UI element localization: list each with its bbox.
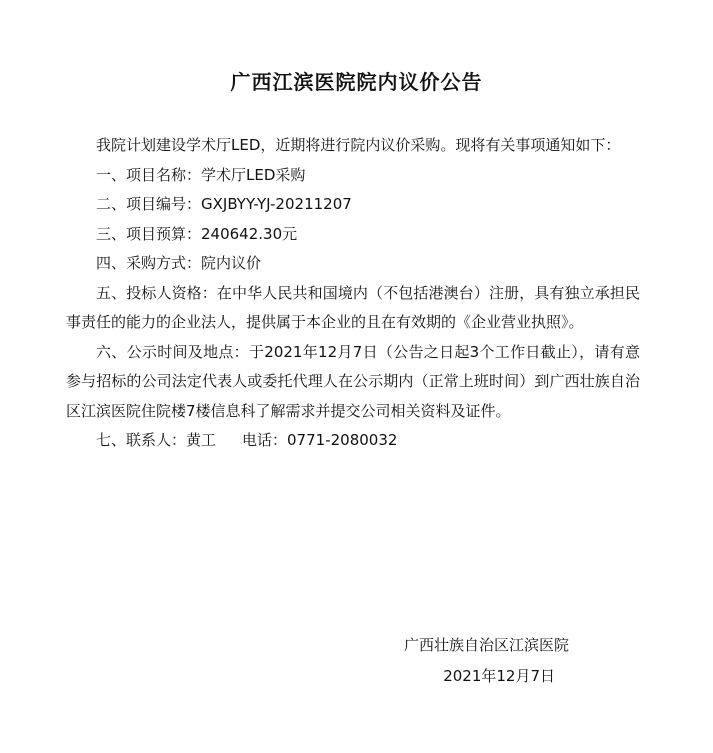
intro-paragraph: 我院计划建设学术厅LED，近期将进行院内议价采购。现将有关事项通知如下： bbox=[96, 136, 621, 154]
document-body bbox=[66, 131, 640, 456]
document-title: 广西江滨医院院内议价公告 bbox=[230, 70, 483, 94]
signature-organization: 广西壮族自治区江滨医院 bbox=[403, 636, 569, 654]
contact-person: 七、联系人：黄工 bbox=[96, 431, 217, 449]
contact-line bbox=[66, 426, 640, 456]
signature-date: 2021年12月7日 bbox=[443, 667, 555, 685]
item-procurement-method: 四、采购方式：院内议价 bbox=[96, 254, 262, 272]
item-bidder-qualification: 五、投标人资格：在中华人民共和国境内（不包括港澳台）注册，具有独立承担民事责任的能力的企业法人，提供属于本企业的且在有效期的《企业营业执照》。 bbox=[66, 283, 640, 331]
item-project-budget: 三、项目预算：240642.30元 bbox=[96, 224, 298, 243]
item-project-name: 一、项目名称：学术厅LED采购 bbox=[96, 165, 306, 184]
contact-phone: 电话：0771-2080032 bbox=[242, 431, 398, 449]
item-project-number: 二、项目编号：GXJBYY-YJ-20211207 bbox=[96, 195, 352, 213]
item-publicity-time-location: 六、公示时间及地点：于2021年12月7日（公告之日起3个工作日截止），请有意参与招标的公司法定代表人或委托代理人在公示期内（正常上班时间）到广西壮族自治区江滨医院住院楼7楼信息科了解需求并提交公司相关资料及证件。 bbox=[66, 342, 640, 420]
